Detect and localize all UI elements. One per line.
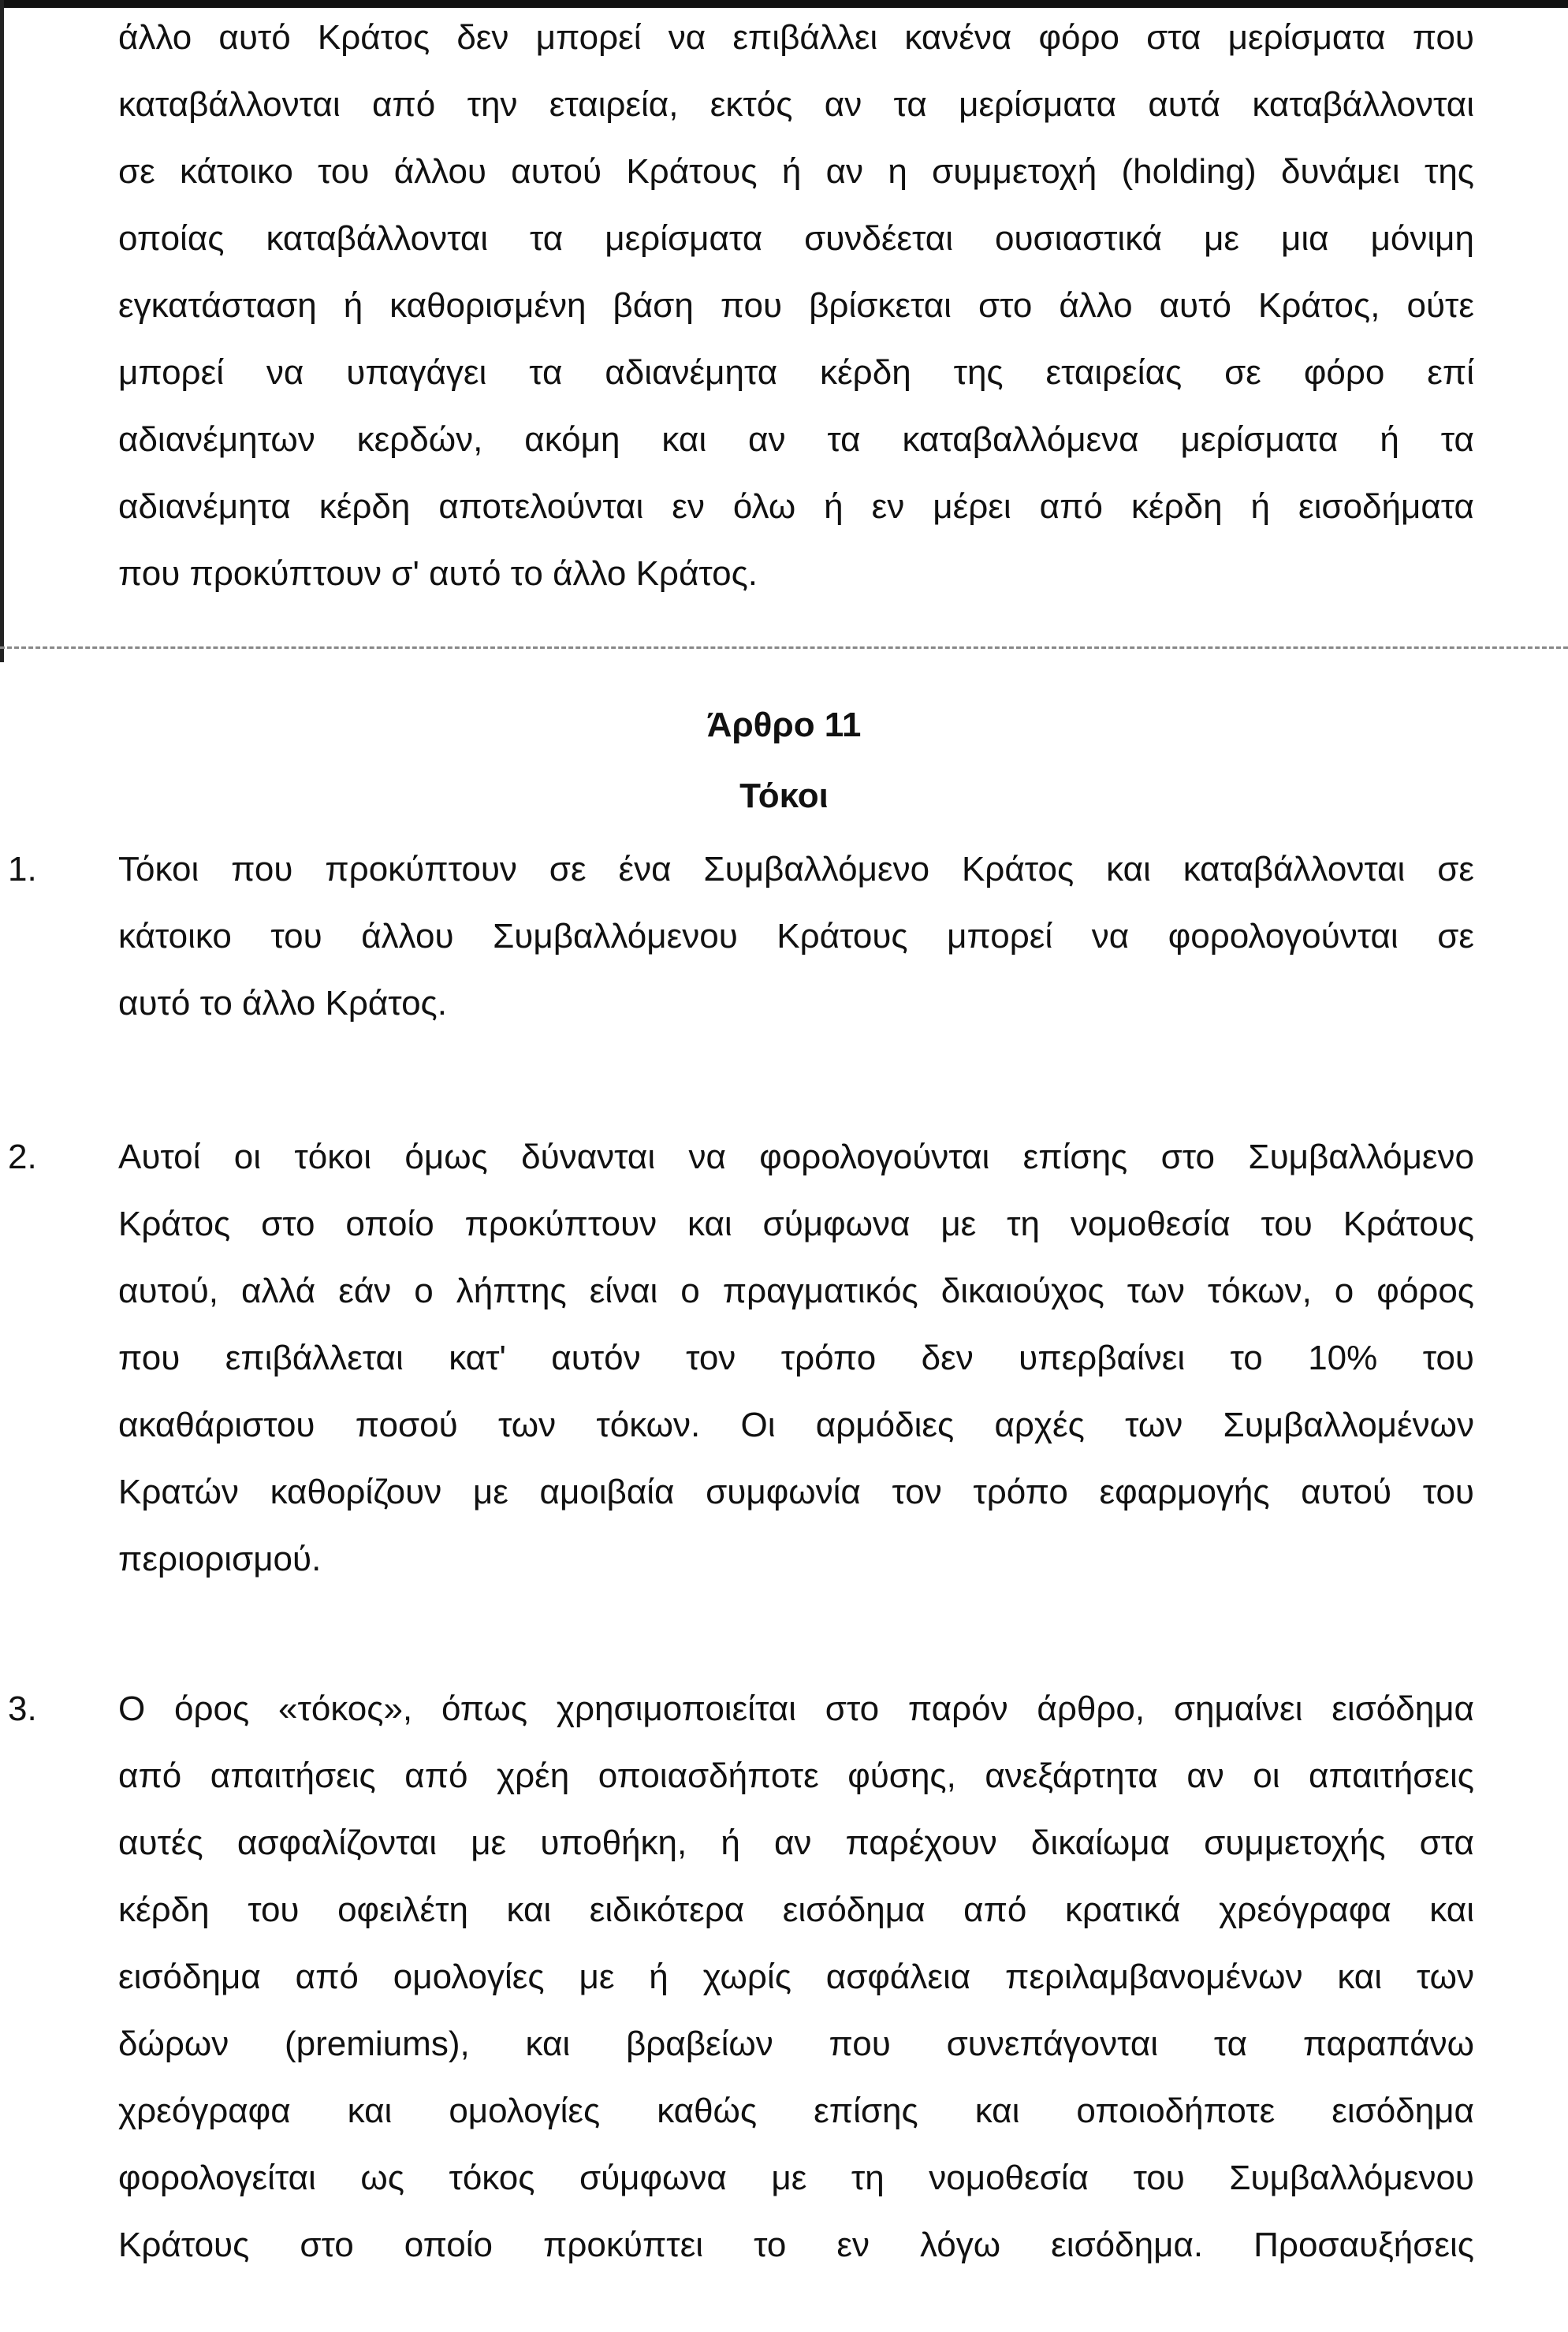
text-line: ακαθάριστου ποσού των τόκων. Οι αρμόδιες αρχές των Συμβαλλομένων — [118, 1406, 1474, 1444]
text-line: που επιβάλλεται κατ' αυτόν τον τρόπο δεν υπερβαίνει το 10% του — [118, 1339, 1474, 1377]
text-line: Αυτοί οι τόκοι όμως δύνανται να φορολογούνται επίσης στο Συμβαλλόμενο — [118, 1138, 1474, 1176]
text-line: αυτού, αλλά εάν ο λήπτης είναι ο πραγματικός δικαιούχος των τόκων, ο φόρος — [118, 1272, 1474, 1310]
text-line: κέρδη του οφειλέτη και ειδικότερα εισόδημα από κρατικά χρεόγραφα και — [118, 1891, 1474, 1929]
paragraph-number: 2. — [8, 1138, 37, 1176]
text-line: σε κάτοικο του άλλου αυτού Κράτους ή αν η συμμετοχή (holding) δυνάμει της — [118, 152, 1474, 191]
paragraph-3 — [118, 1675, 1474, 2278]
text-line: που προκύπτουν σ' αυτό το άλλο Κράτος. — [118, 554, 758, 593]
article-number-heading: Άρθρο 11 — [706, 706, 862, 744]
text-line: Κρατών καθορίζουν με αμοιβαία συμφωνία τον τρόπο εφαρμογής αυτού του — [118, 1473, 1474, 1511]
text-line: Τόκοι που προκύπτουν σε ένα Συμβαλλόμενο Κράτος και καταβάλλονται σε — [118, 850, 1474, 888]
text-line: περιορισμού. — [118, 1540, 322, 1578]
text-line: μπορεί να υπαγάγει τα αδιανέμητα κέρδη της εταιρείας σε φόρο επί — [118, 353, 1474, 392]
text-line: αυτό το άλλο Κράτος. — [118, 984, 447, 1023]
text-line: οποίας καταβάλλονται τα μερίσματα συνδέεται ουσιαστικά με μια μόνιμη — [118, 219, 1474, 258]
paragraph-1 — [118, 836, 1474, 1037]
text-line: Ο όρος «τόκος», όπως χρησιμοποιείται στο παρόν άρθρο, σημαίνει εισόδημα — [118, 1689, 1474, 1728]
text-line: καταβάλλονται από την εταιρεία, εκτός αν τα μερίσματα αυτά καταβάλλονται — [118, 85, 1474, 124]
text-line: Κράτους στο οποίο προκύπτει το εν λόγω εισόδημα. Προσαυξήσεις — [118, 2226, 1474, 2264]
article-subject-heading: Τόκοι — [739, 777, 829, 815]
continuation-paragraph — [118, 4, 1474, 607]
text-line: εισόδημα από ομολογίες με ή χωρίς ασφάλεια περιλαμβανομένων και των — [118, 1958, 1474, 1996]
text-line: αδιανέμητων κερδών, ακόμη και αν τα καταβαλλόμενα μερίσματα ή τα — [118, 420, 1474, 459]
text-line: αδιανέμητα κέρδη αποτελούνται εν όλω ή εν μέρει από κέρδη ή εισοδήματα — [118, 487, 1474, 526]
paragraph-2 — [118, 1123, 1474, 1593]
paragraph-number: 1. — [8, 850, 37, 888]
text-line: εγκατάσταση ή καθορισμένη βάση που βρίσκεται στο άλλο αυτό Κράτος, ούτε — [118, 286, 1474, 325]
scan-dashed-artifact — [0, 646, 1568, 649]
text-line: κάτοικο του άλλου Συμβαλλόμενου Κράτους μπορεί να φορολογούνται σε — [118, 917, 1474, 956]
text-line: χρεόγραφα και ομολογίες καθώς επίσης και οποιοδήποτε εισόδημα — [118, 2092, 1474, 2130]
text-line: από απαιτήσεις από χρέη οποιασδήποτε φύσης, ανεξάρτητα αν οι απαιτήσεις — [118, 1756, 1474, 1795]
scan-left-border — [0, 0, 4, 662]
text-line: άλλο αυτό Κράτος δεν μπορεί να επιβάλλει κανένα φόρο στα μερίσματα που — [118, 18, 1474, 57]
text-line: Κράτος στο οποίο προκύπτουν και σύμφωνα με τη νομοθεσία του Κράτους — [118, 1205, 1474, 1243]
paragraph-number: 3. — [8, 1689, 37, 1728]
text-line: αυτές ασφαλίζονται με υποθήκη, ή αν παρέχουν δικαίωμα συμμετοχής στα — [118, 1824, 1474, 1862]
text-line: φορολογείται ως τόκος σύμφωνα με τη νομοθεσία του Συμβαλλόμενου — [118, 2159, 1474, 2197]
text-line: δώρων (premiums), και βραβείων που συνεπάγονται τα παραπάνω — [118, 2025, 1474, 2063]
